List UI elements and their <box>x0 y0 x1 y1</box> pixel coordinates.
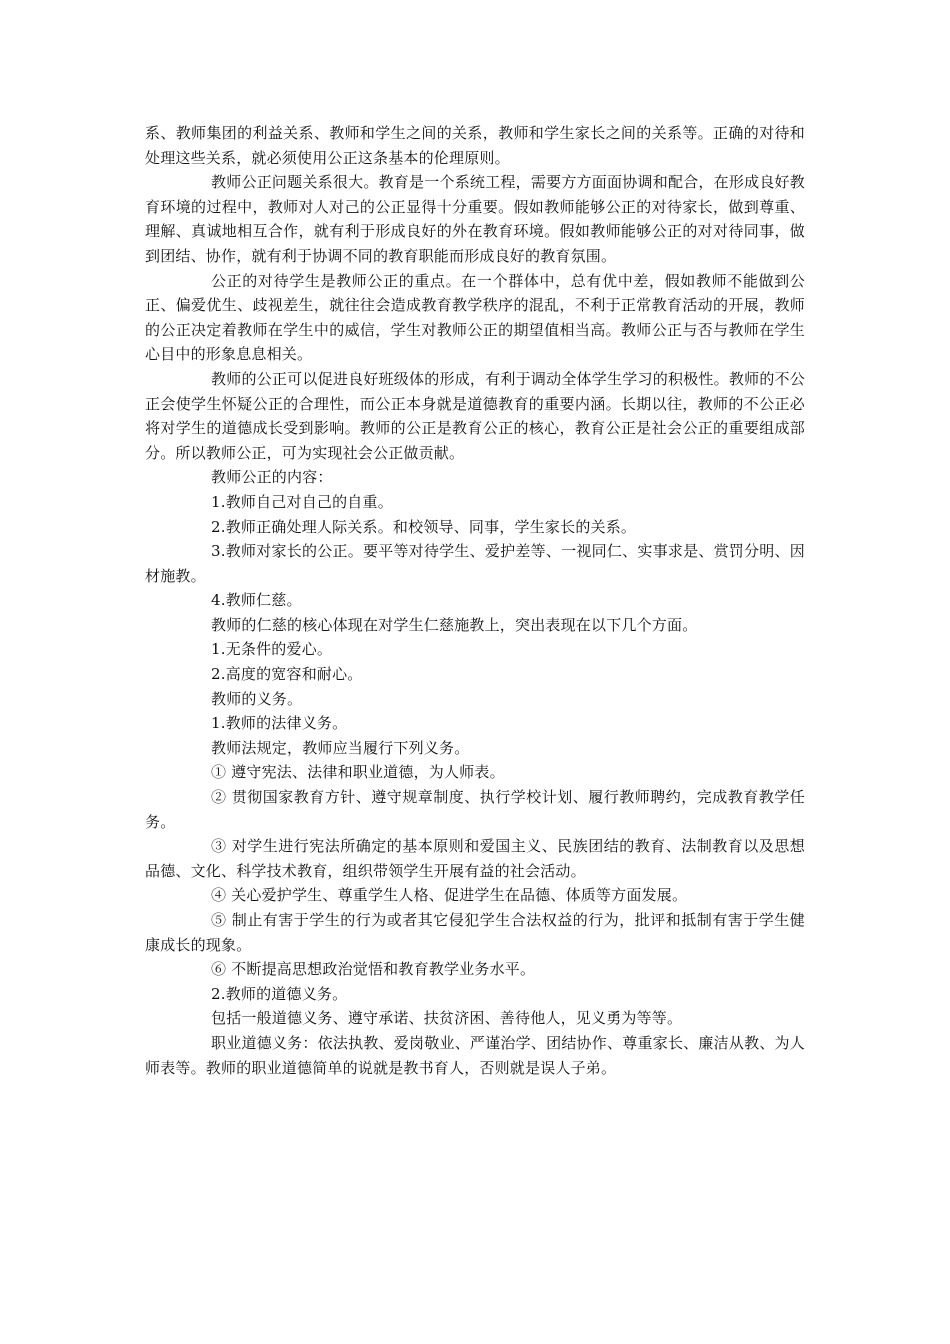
paragraph-3: 公正的对待学生是教师公正的重点。在一个群体中，总有优中差，假如教师不能做到公正、偏爱优生、歧视差生，就往往会造成教育教学秩序的混乱，不利于正常教育活动的开展，教师的公正决定着教师在学生中的威信，学生对教师公正的期望值相当高。教师公正与否与教师在学生心目中的形象息息相关。 <box>145 271 805 364</box>
paragraph-12: 2.高度的宽容和耐心。 <box>211 665 363 684</box>
paragraph-14: 1.教师的法律义务。 <box>211 714 348 733</box>
paragraph-15: 教师法规定，教师应当履行下列义务。 <box>211 738 470 757</box>
paragraph-7: 2.教师正确处理人际关系。和校领导、同事，学生家长的关系。 <box>211 517 637 536</box>
paragraph-17: ② 贯彻国家教育方针、遵守规章制度、执行学校计划、履行教师聘约，完成教育教学任务。 <box>145 788 805 831</box>
paragraph-5: 教师公正的内容： <box>211 468 333 487</box>
paragraph-4: 教师的公正可以促进良好班级体的形成，有利于调动全体学生学习的积极性。教师的不公正会使学生怀疑公正的合理性，而公正本身就是道德教育的重要内涵。长期以往，教师的不公正必将对学生的道德成长受到影响。教师的公正是教育公正的核心，教育公正是社会公正的重要组成部分。所以教师公正，可为实现社会公正做贡献。 <box>145 369 805 462</box>
paragraph-6: 1.教师自己对自己的自重。 <box>211 492 393 511</box>
paragraph-10: 教师的仁慈的核心体现在对学生仁慈施教上，突出表现在以下几个方面。 <box>211 615 698 634</box>
paragraph-19: ④ 关心爱护学生、尊重学生人格、促进学生在品德、体质等方面发展。 <box>211 886 688 905</box>
paragraph-21: ⑥ 不断提高思想政治觉悟和教育教学业务水平。 <box>211 960 536 979</box>
paragraph-13: 教师的义务。 <box>211 689 303 708</box>
paragraph-1: 系、教师集团的利益关系、教师和学生之间的关系，教师和学生家长之间的关系等。正确的对待和处理这些关系，就必须使用公正这条基本的伦理原则。 <box>145 124 805 167</box>
paragraph-11: 1.无条件的爱心。 <box>211 640 333 659</box>
paragraph-22: 2.教师的道德义务。 <box>211 984 348 1003</box>
paragraph-24: 职业道德义务：依法执教、爱岗敬业、严谨治学、团结协作、尊重家长、廉洁从教、为人师表等。教师的职业道德简单的说就是教书育人，否则就是误人子弟。 <box>145 1033 805 1077</box>
paragraph-23: 包括一般道德义务、遵守承诺、扶贫济困、善待他人，见义勇为等等。 <box>211 1009 683 1028</box>
paragraph-2: 教师公正问题关系很大。教育是一个系统工程，需要方方面面协调和配合，在形成良好教育环境的过程中，教师对人对己的公正显得十分重要。假如教师能够公正的对待家长，做到尊重、理解、真诚地相互合作，就有利于形成良好的外在教育环境。假如教师能够公正的对对待同事，做到团结、协作，就有利于协调不同的教育职能而形成良好的教育氛围。 <box>145 173 805 265</box>
paragraph-9: 4.教师仁慈。 <box>211 591 302 610</box>
paragraph-16: ① 遵守宪法、法律和职业道德，为人师表。 <box>211 763 505 782</box>
document-body <box>145 121 805 1080</box>
paragraph-18: ③ 对学生进行宪法所确定的基本原则和爱国主义、民族团结的教育、法制教育以及思想品德、文化、科学技术教育，组织带领学生开展有益的社会活动。 <box>145 837 805 880</box>
paragraph-20: ⑤ 制止有害于学生的行为或者其它侵犯学生合法权益的行为，批评和抵制有害于学生健康成长的现象。 <box>145 911 805 954</box>
paragraph-8: 3.教师对家长的公正。要平等对待学生、爱护差等、一视同仁、实事求是、赏罚分明、因材施教。 <box>145 542 805 585</box>
